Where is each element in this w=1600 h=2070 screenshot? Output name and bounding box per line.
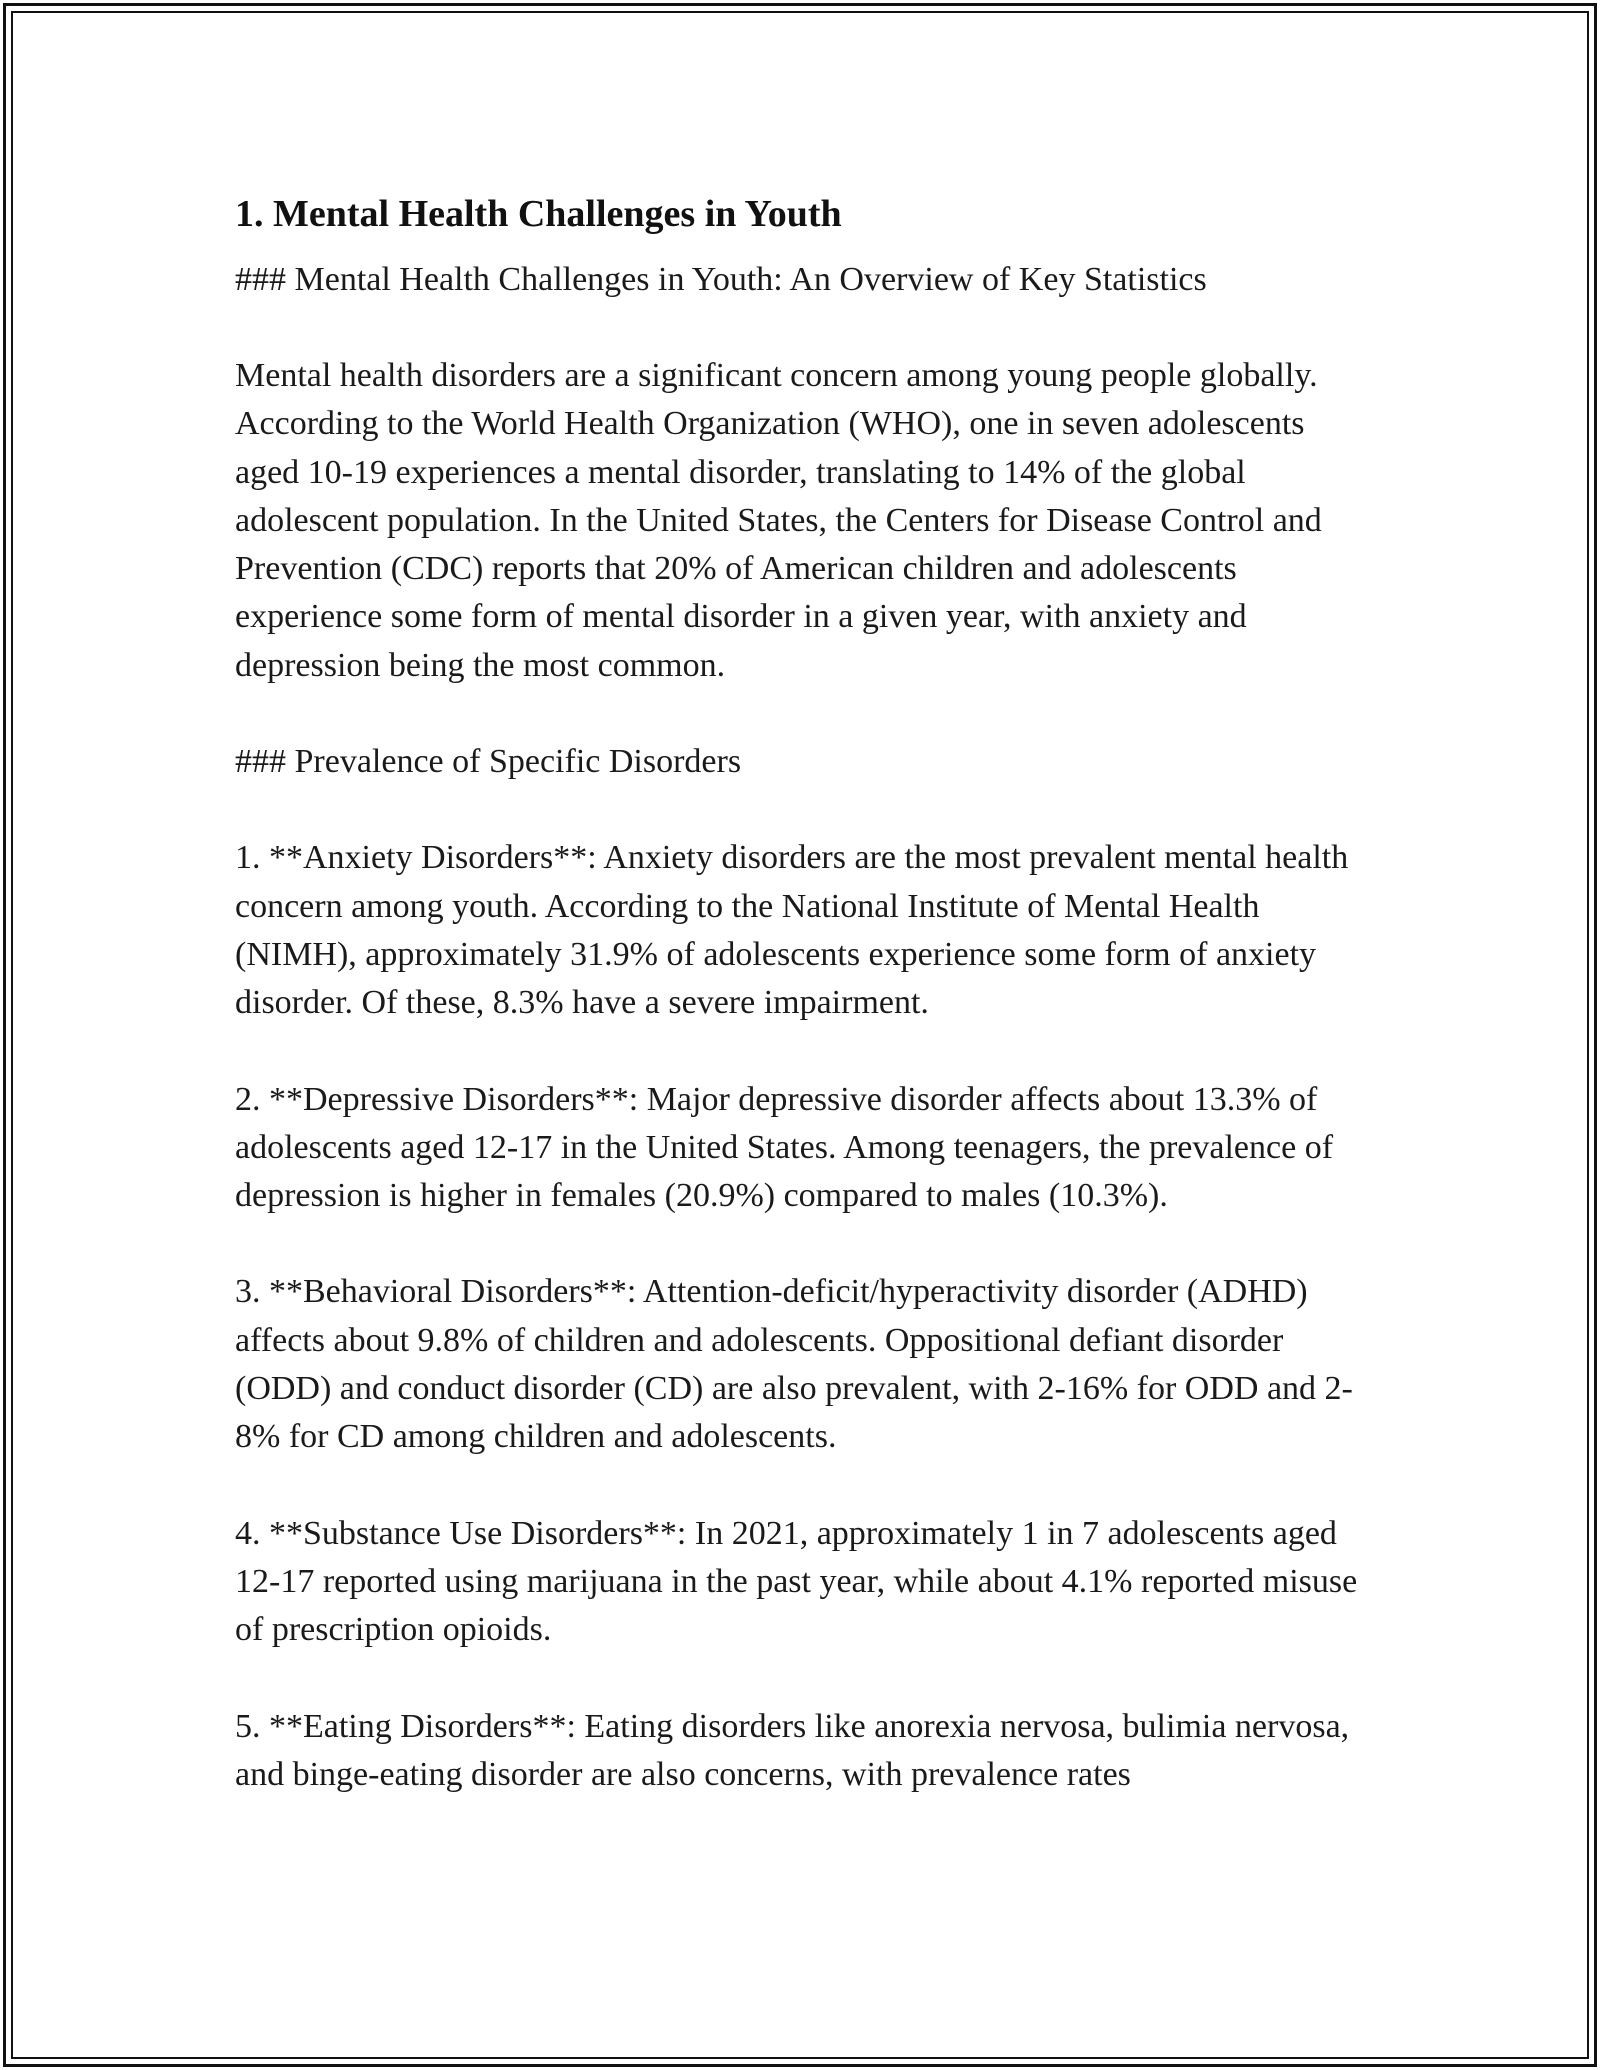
list-item-substance-use: 4. **Substance Use Disorders**: In 2021, approximately 1 in 7 adolescents aged 12-17 reported using marijuana in the past year, while about 4.1% reported misuse of prescription opioids. [235, 1514, 1358, 1649]
intro-paragraph: Mental health disorders are a significant concern among young people globally. According to the World Health Organization (WHO), one in seven adolescents aged 10-19 experiences a mental disorder, translating to 14% of the global adolescent population. In the United States, the Centers for Disease Control and Prevention (CDC) reports that 20% of American children and adolescents experience some form of mental disorder in a given year, with anxiety and depression being the most common. [235, 357, 1322, 684]
list-item-eating: 5. **Eating Disorders**: Eating disorders like anorexia nervosa, bulimia nervosa, and binge-eating disorder are also concerns, with prevalence rates [235, 1707, 1350, 1793]
list-item-depressive: 2. **Depressive Disorders**: Major depressive disorder affects about 13.3% of adolescents aged 12-17 in the United States. Among teenagers, the prevalence of depression is higher in females (20.9%) compared to males (10.3%). [235, 1080, 1334, 1215]
list-item-anxiety: 1. **Anxiety Disorders**: Anxiety disorders are the most prevalent mental health concern among youth. According to the National Institute of Mental Health (NIMH), approximately 31.9% of adolescents experience some form of anxiety disorder. Of these, 8.3% have a severe impairment. [235, 839, 1349, 1022]
document-body [235, 186, 1375, 1799]
section-title: 1. Mental Health Challenges in Youth [235, 193, 842, 235]
list-item-behavioral: 3. **Behavioral Disorders**: Attention-deficit/hyperactivity disorder (ADHD) affects about 9.8% of children and adolescents. Oppositional defiant disorder (ODD) and conduct disorder (CD) are also prevalent, with 2-16% for ODD and 2-8% for CD among children and adolescents. [235, 1273, 1353, 1456]
prevalence-heading: ### Prevalence of Specific Disorders [235, 743, 742, 781]
overview-heading: ### Mental Health Challenges in Youth: An Overview of Key Statistics [235, 261, 1207, 298]
